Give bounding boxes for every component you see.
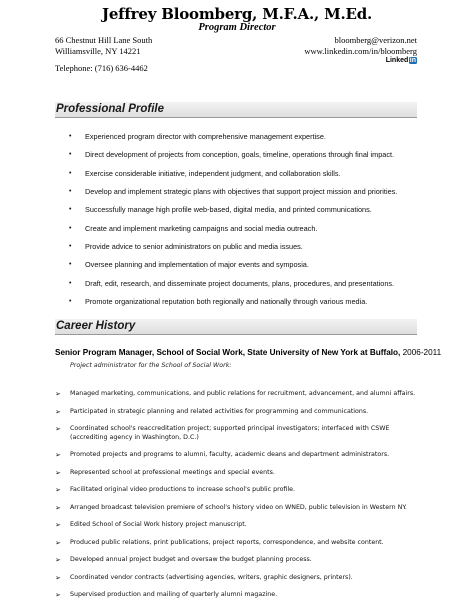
bullet-icon: • — [69, 243, 72, 251]
arrow-bullet-icon: ➢ — [55, 390, 61, 398]
list-item-text: Exercise considerable initiative, independent judgment, and collaboration skills. — [85, 168, 341, 178]
list-item — [55, 521, 455, 539]
list-item — [55, 539, 455, 557]
arrow-bullet-icon: ➢ — [55, 451, 61, 459]
arrow-bullet-icon: ➢ — [55, 556, 61, 564]
resume-name: Jeffrey Bloomberg, M.F.A., M.Ed. — [101, 5, 373, 23]
list-item — [55, 574, 455, 592]
bullet-icon: • — [69, 279, 72, 287]
list-item-text: Facilitated original video productions to increase school's public profile. — [70, 486, 296, 493]
list-item-text: Draft, edit, research, and disseminate project documents, plans, procedures, and presentations. — [85, 278, 395, 288]
arrow-bullet-icon: ➢ — [55, 521, 61, 529]
list-item — [55, 297, 455, 315]
resume-title: Program Director — [198, 22, 276, 33]
job-dates: 2006-2011 — [400, 348, 442, 357]
job-heading — [55, 348, 442, 357]
arrow-bullet-icon: ➢ — [55, 425, 61, 433]
contact-online-block — [304, 35, 417, 67]
list-item — [55, 224, 455, 242]
list-item-text: Create and implement marketing campaigns and social media outreach. — [85, 223, 318, 233]
bullet-icon: • — [69, 298, 72, 306]
arrow-bullet-icon: ➢ — [55, 468, 61, 477]
list-item-text: Supervised production and mailing of quarterly alumni magazine. — [70, 591, 278, 598]
list-item-text: Provide advice to senior administrators on public and media issues. — [85, 242, 303, 252]
linkedin-badge-linked: Linked — [385, 57, 409, 64]
list-item-text: Promoted projects and programs to alumni, faculty, academic deans and department administrators. — [70, 451, 390, 458]
list-item-text: Promote organizational reputation both regionally and nationally through various media. — [85, 297, 368, 307]
list-item — [55, 469, 455, 487]
section-title-career: Career History — [56, 320, 136, 332]
list-item — [55, 169, 455, 187]
arrow-bullet-icon: ➢ — [55, 591, 61, 599]
contact-address-block — [55, 35, 152, 74]
list-item-text: Coordinated school's reaccreditation project; supported principal investigators; interfaced with CSWE — [70, 425, 390, 432]
bullet-icon: • — [69, 133, 72, 140]
section-header-profile — [55, 102, 417, 118]
arrow-bullet-icon: ➢ — [55, 573, 61, 582]
profile-list — [55, 132, 455, 315]
job-subtitle: Project administrator for the School of Social Work: — [70, 362, 232, 369]
list-item-text: Develop and implement strategic plans with objectives that support project mission and priorities. — [85, 187, 398, 197]
bullet-icon: • — [69, 169, 72, 177]
list-item — [55, 486, 455, 504]
linkedin-badge-in: in — [409, 57, 416, 64]
section-header-career — [55, 319, 417, 335]
list-item — [55, 279, 455, 297]
list-item — [55, 205, 455, 223]
list-item — [55, 504, 455, 522]
linkedin-logo-icon[interactable] — [386, 57, 417, 65]
list-item-text: Direct development of projects from conception, goals, timeline, operations through final impact. — [85, 150, 395, 160]
arrow-bullet-icon: ➢ — [55, 486, 61, 494]
list-item — [55, 150, 455, 168]
list-item — [55, 242, 455, 260]
list-item-text-continued: (accrediting agency in Washington, D.C.) — [70, 433, 199, 441]
list-item — [55, 390, 455, 408]
bullet-icon: • — [69, 224, 72, 232]
address-line-2: Williamsville, NY 14221 — [55, 45, 141, 56]
list-item-text: Managed marketing, communications, and public relations for recruitment, advancement, and alumni affairs. — [70, 390, 416, 397]
list-item — [55, 425, 455, 451]
phone-number: Telephone: (716) 636-4462 — [55, 63, 148, 73]
bullet-icon: • — [69, 188, 72, 196]
list-item-text: Produced public relations, print publications, project reports, correspondence, and website content. — [70, 538, 384, 546]
list-item — [55, 451, 455, 469]
bullet-icon: • — [69, 261, 72, 269]
job-title: Senior Program Manager, School of Social Work, State University of New York at Buffalo, — [55, 348, 401, 357]
list-item — [55, 187, 455, 205]
list-item-text: Developed annual project budget and oversaw the budget planning process. — [70, 556, 312, 563]
list-item — [55, 408, 455, 426]
list-item-text: Oversee planning and implementation of major events and symposia. — [85, 260, 309, 270]
email-link[interactable]: bloomberg@verizon.net — [334, 35, 417, 45]
list-item — [55, 591, 455, 609]
address-line-1: 66 Chestnut Hill Lane South — [55, 35, 153, 45]
arrow-bullet-icon: ➢ — [55, 538, 61, 547]
arrow-bullet-icon: ➢ — [55, 407, 61, 416]
bullet-icon: • — [69, 206, 72, 214]
list-item — [55, 260, 455, 278]
list-item-text: Participated in strategic planning and related activities for programming and communications. — [70, 407, 369, 415]
list-item — [55, 556, 455, 574]
list-item-text: Experienced program director with comprehensive management expertise. — [85, 132, 326, 141]
list-item — [55, 132, 455, 150]
list-item-text: Represented school at professional meetings and special events. — [70, 468, 275, 476]
list-item-text: Successfully manage high profile web-based, digital media, and printed communications. — [85, 205, 372, 215]
arrow-bullet-icon: ➢ — [55, 503, 61, 512]
bullet-icon: • — [69, 151, 72, 159]
website-link[interactable]: www.linkedin.com/in/bloomberg — [304, 45, 417, 56]
list-item-text: Edited School of Social Work history project manuscript. — [70, 521, 247, 528]
duty-list — [55, 390, 455, 609]
list-item-text: Coordinated vendor contracts (advertising agencies, writers, graphic designers, printers). — [70, 573, 353, 581]
section-title-profile: Professional Profile — [56, 103, 165, 115]
list-item-text: Arranged broadcast television premiere of school's history video on WNED, public television in Western NY. — [70, 503, 407, 511]
